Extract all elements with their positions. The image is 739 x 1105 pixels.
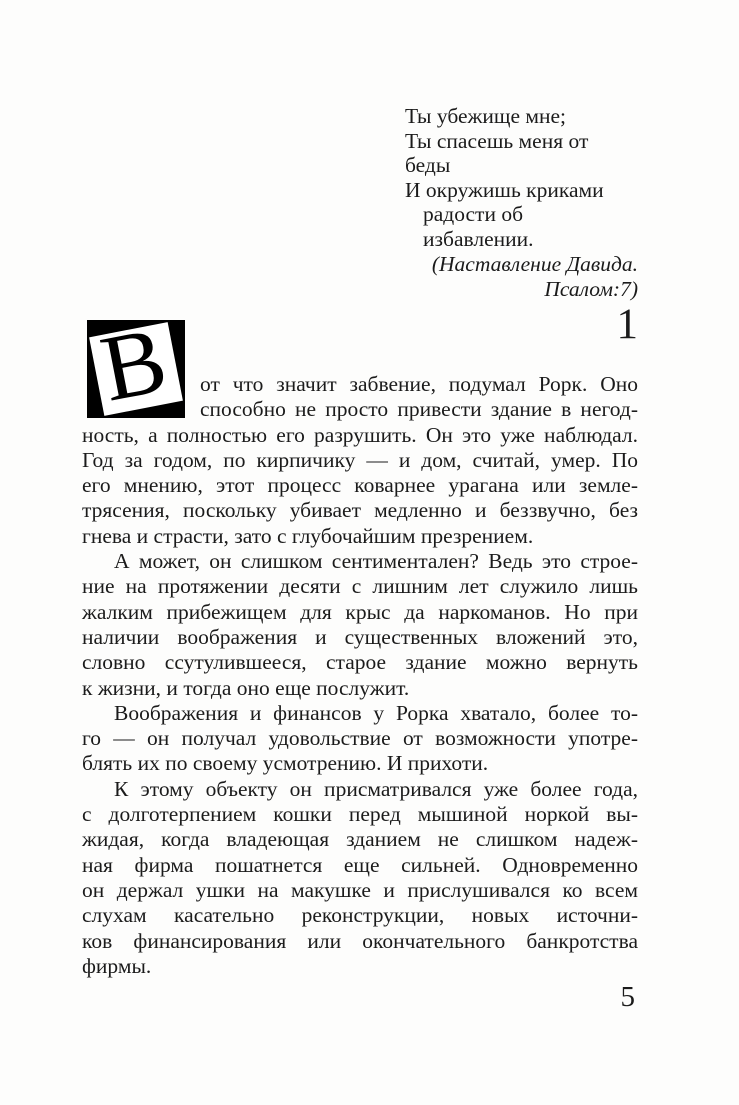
text-line: го — он получал удовольствие от возможности употре- — [82, 726, 638, 751]
text-line: он держал ушки на макушке и прислушивался ко всем — [82, 877, 638, 902]
epigraph-attribution-line: Псалом:7) — [544, 276, 638, 301]
page-number: 5 — [620, 981, 635, 1013]
text-line: К этому объекту он присматривался уже более года, — [114, 776, 638, 801]
epigraph-verse-line: И окружишь криками — [405, 177, 604, 202]
text-line: Год за годом, по кирпичику — и дом, считай, умер. По — [82, 447, 638, 472]
epigraph-verse-line: Ты убежище мне; — [405, 104, 567, 128]
epigraph-verse-line: радости об избавлении. — [423, 202, 534, 251]
paragraph — [82, 701, 638, 777]
dropcap-spacer — [82, 372, 200, 419]
epigraph-attribution — [405, 252, 638, 301]
body-text — [82, 372, 638, 979]
paragraph — [82, 549, 638, 701]
text-line: ков финансирования или окончательного банкротства — [82, 928, 638, 953]
text-line: жидая, когда владеющая зданием не слишком надеж- — [82, 827, 638, 852]
paragraph — [82, 777, 638, 979]
text-line: способно не просто привести здание в негод- — [200, 397, 638, 422]
dropcap-letter: В — [93, 307, 175, 422]
text-line: с долготерпением кошки перед мышиной норкой вы- — [82, 802, 638, 827]
epigraph-verse-line: Ты спасешь меня от беды — [405, 128, 589, 177]
text-line: жалким прибежищем для крыс да наркоманов. Но при — [82, 599, 638, 624]
text-line: словно ссутулившееся, старое здание можно вернуть — [82, 650, 638, 675]
text-line: блять их по своему усмотрению. И прихоти. — [82, 751, 489, 776]
text-line: гнева и страсти, зато с глубочайшим презрением. — [82, 523, 534, 548]
text-line: ние на протяжении десяти с лишним лет служило лишь — [82, 574, 638, 599]
text-line: к жизни, и тогда оно еще послужит. — [82, 675, 410, 700]
epigraph-attribution-line: (Наставление Давида. — [431, 252, 638, 276]
text-line: ность, а полностью его разрушить. Он это уже наблюдал. — [82, 422, 638, 447]
text-line: наличии воображения и существенных вложений это, — [82, 624, 638, 649]
paragraph — [82, 372, 638, 549]
text-line: трясения, поскольку убивает медленно и беззвучно, без — [82, 498, 638, 523]
text-line: его мнению, этот процесс коварнее урагана или земле- — [82, 473, 638, 498]
text-line: слухам касательно реконструкции, новых источни- — [82, 903, 638, 928]
text-line: Воображения и финансов у Рорка хватало, более то- — [114, 700, 638, 725]
text-line: от что значит забвение, подумал Рорк. Оно — [200, 372, 638, 396]
text-line: ная фирма пошатнется еще сильней. Одновременно — [82, 852, 638, 877]
epigraph-verse — [405, 104, 638, 251]
text-line: А может, он слишком сентиментален? Ведь это строе- — [114, 549, 638, 574]
epigraph — [405, 104, 638, 301]
text-line: фирмы. — [82, 953, 152, 978]
chapter-number: 1 — [616, 301, 638, 348]
